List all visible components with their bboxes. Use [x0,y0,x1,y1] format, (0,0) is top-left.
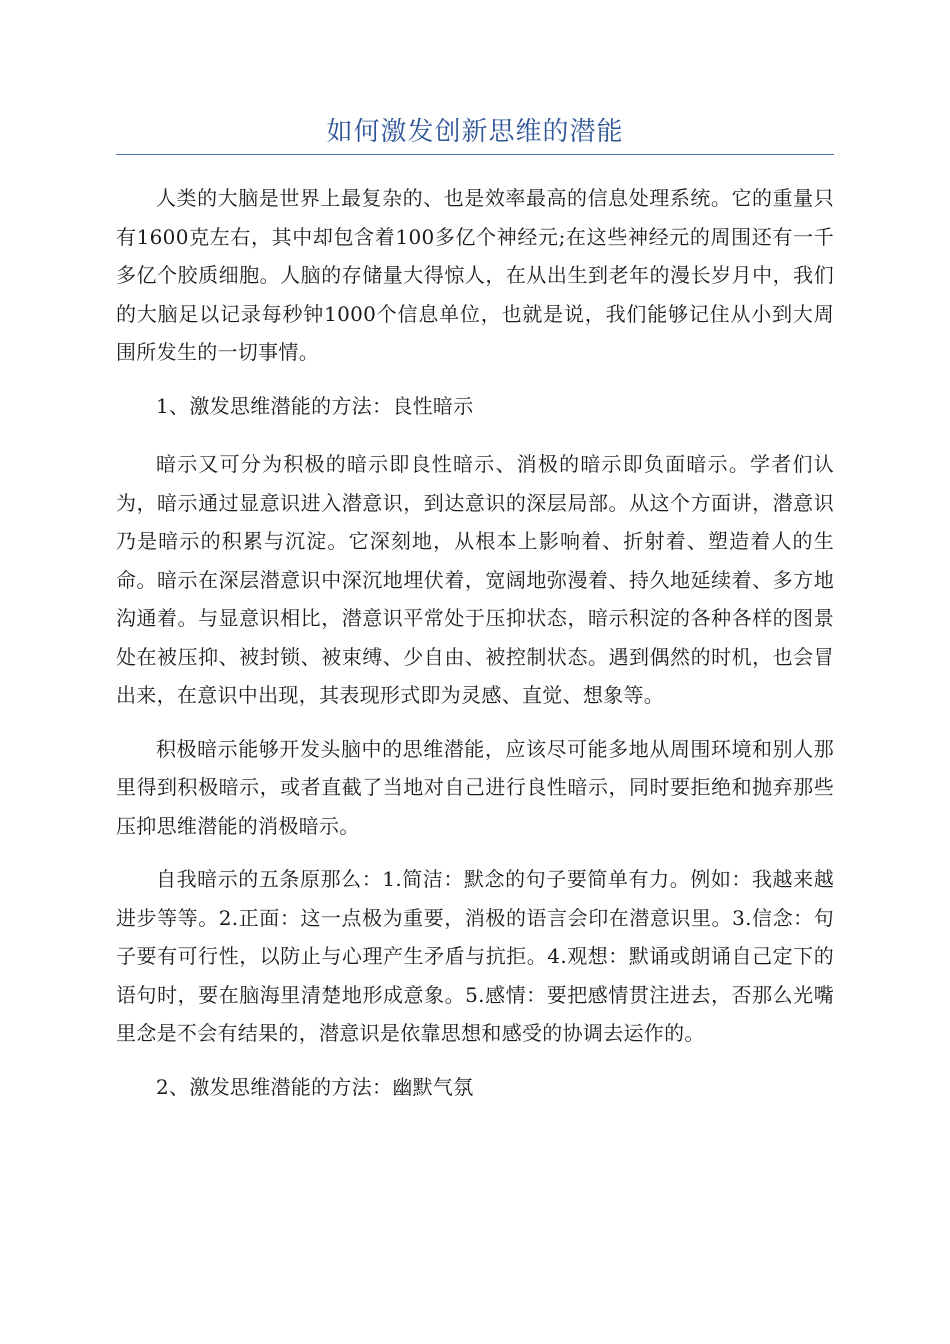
document-title: 如何激发创新思维的潜能 [116,112,834,155]
paragraph-self-suggestion-principles: 自我暗示的五条原那么：1.简洁：默念的句子要简单有力。例如：我越来越进步等等。2.正面：这一点极为重要，消极的语言会印在潜意识里。3.信念：句子要有可行性，以防止与心理产生矛盾与抗拒。4.观想：默诵或朗诵自己定下的语句时，要在脑海里清楚地形成意象。5.感情：要把感情贯注进去，否那么光嘴里念是不会有结果的，潜意识是依靠思想和感受的协调去运作的。 [116,867,834,1045]
paragraph-positive-suggestion: 积极暗示能够开发头脑中的思维潜能，应该尽可能多地从周围环境和别人那里得到积极暗示，或者直截了当地对自己进行良性暗示，同时要拒绝和抛弃那些压抑思维潜能的消极暗示。 [116,736,834,838]
section-heading-1: 1、激发思维潜能的方法：良性暗示 [156,393,474,418]
paragraph-suggestion: 暗示又可分为积极的暗示即良性暗示、消极的暗示即负面暗示。学者们认为，暗示通过显意识进入潜意识，到达意识的深层局部。从这个方面讲，潜意识乃是暗示的积累与沉淀。它深刻地，从根本上影响着、折射着、塑造着人的生命。暗示在深层潜意识中深沉地埋伏着，宽阔地弥漫着、持久地延续着、多方地沟通着。与显意识相比，潜意识平常处于压抑状态，暗示积淀的各种各样的图景处在被压抑、被封锁、被束缚、少自由、被控制状态。遇到偶然的时机，也会冒出来，在意识中出现，其表现形式即为灵感、直觉、想象等。 [116,452,834,707]
section-heading-2: 2、激发思维潜能的方法：幽默气氛 [156,1074,474,1099]
paragraph-intro: 人类的大脑是世界上最复杂的、也是效率最高的信息处理系统。它的重量只有1600克左右，其中却包含着100多亿个神经元;在这些神经元的周围还有一千多亿个胶质细胞。人脑的存储量大得惊人，在从出生到老年的漫长岁月中，我们的大脑足以记录每秒钟1000个信息单位，也就是说，我们能够记住从小到大周围所发生的一切事情。 [116,186,834,364]
document-page [116,112,834,1126]
